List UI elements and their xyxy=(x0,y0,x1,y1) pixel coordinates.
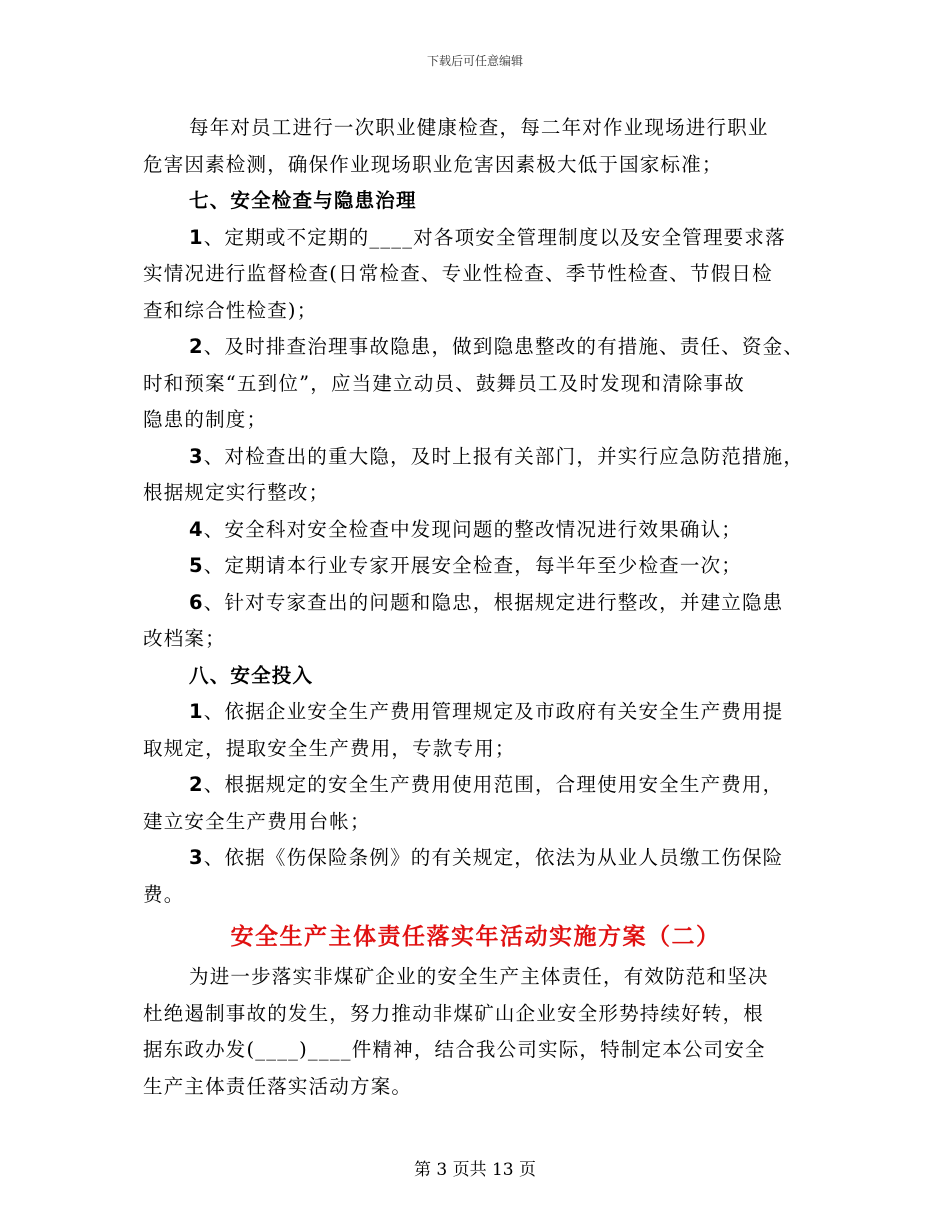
page-header: 下载后可任意编辑 xyxy=(426,54,523,68)
list-item-line: 取规定，提取安全生产费用，专款专用； xyxy=(143,736,516,760)
item-number: 3 xyxy=(189,846,204,869)
item-number: 4 xyxy=(189,517,204,541)
list-item-line: 时和预案“五到位”，应当建立动员、鼓舞员工及时发现和清除事故 xyxy=(143,371,745,395)
item-text: 、依据《伤保险条例》的有关规定，依法为从业人员缴工伤保险 xyxy=(203,846,784,869)
list-item-line xyxy=(143,548,808,585)
list-item-line: 查和综合性检查)； xyxy=(143,298,318,322)
list-item-line xyxy=(143,585,808,622)
paragraph-line: 为进一步落实非煤矿企业的安全生产主体责任，有效防范和坚决 xyxy=(189,965,769,988)
section-heading-7: 七、安全检查与隐患治理 xyxy=(189,189,417,212)
list-item-line xyxy=(143,329,808,366)
list-item-line xyxy=(143,220,808,257)
list-item-line: 费。 xyxy=(143,882,185,906)
item-text: 、依据企业安全生产费用管理规定及市政府有关安全生产费用提 xyxy=(203,700,784,723)
item-number: 2 xyxy=(189,773,204,796)
paragraph-line: 危害因素检测，确保作业现场职业危害因素极大低于国家标准； xyxy=(143,152,723,176)
item-number: 3 xyxy=(189,444,204,468)
list-item-line xyxy=(143,840,808,877)
document-title-2: 安全生产主体责任落实年活动实施方案（二） xyxy=(230,923,721,950)
paragraph-line: 据东政办发(____)____件精神，结合我公司实际，特制定本公司安全 xyxy=(143,1038,766,1061)
list-item-line: 实情况进行监督检查(日常检查、专业性检查、季节性检查、节假日检 xyxy=(143,262,773,285)
item-text: 、定期或不定期的____对各项安全管理制度以及安全管理要求落 xyxy=(203,225,786,249)
item-text: 、根据规定的安全生产费用使用范围，合理使用安全生产费用， xyxy=(203,773,784,796)
item-number: 6 xyxy=(189,590,204,614)
item-number: 5 xyxy=(189,554,204,577)
list-item-line: 改档案； xyxy=(143,627,226,650)
item-number: 1 xyxy=(189,700,204,723)
paragraph-line: 杜绝遏制事故的发生，努力推动非煤矿山企业安全形势持续好转，根 xyxy=(143,1001,765,1025)
document-body xyxy=(143,110,808,1105)
item-text: 、及时排查治理事故隐患，做到隐患整改的有措施、责任、资金、 xyxy=(203,335,805,358)
paragraph-line: 生产主体责任落实活动方案。 xyxy=(143,1074,413,1098)
list-item-line xyxy=(143,439,808,476)
list-item-line: 隐患的制度； xyxy=(143,408,268,431)
list-item-line xyxy=(143,694,808,731)
item-text: 、针对专家查出的问题和隐忠，根据规定进行整改，并建立隐患 xyxy=(203,590,784,614)
list-item-line: 建立安全生产费用台帐； xyxy=(143,809,371,833)
item-text: 、对检查出的重大隐，及时上报有关部门，并实行应急防范措施， xyxy=(203,444,805,468)
item-text: 、定期请本行业专家开展安全检查，每半年至少检查一次； xyxy=(203,554,742,577)
item-number: 1 xyxy=(189,225,204,249)
list-item-line xyxy=(143,767,808,804)
section7-items xyxy=(143,220,808,658)
list-item-line: 根据规定实行整改； xyxy=(143,481,330,504)
section8-items xyxy=(143,694,808,913)
section-heading-8: 八、安全投入 xyxy=(189,663,314,687)
paragraph-line: 每年对员工进行一次职业健康检查，每二年对作业现场进行职业 xyxy=(189,116,769,139)
page-footer: 第 3 页共 13 页 xyxy=(413,1160,537,1180)
item-number: 2 xyxy=(189,335,204,358)
item-text: 、安全科对安全检查中发现问题的整改情况进行效果确认； xyxy=(203,517,742,541)
list-item-line xyxy=(143,512,808,549)
